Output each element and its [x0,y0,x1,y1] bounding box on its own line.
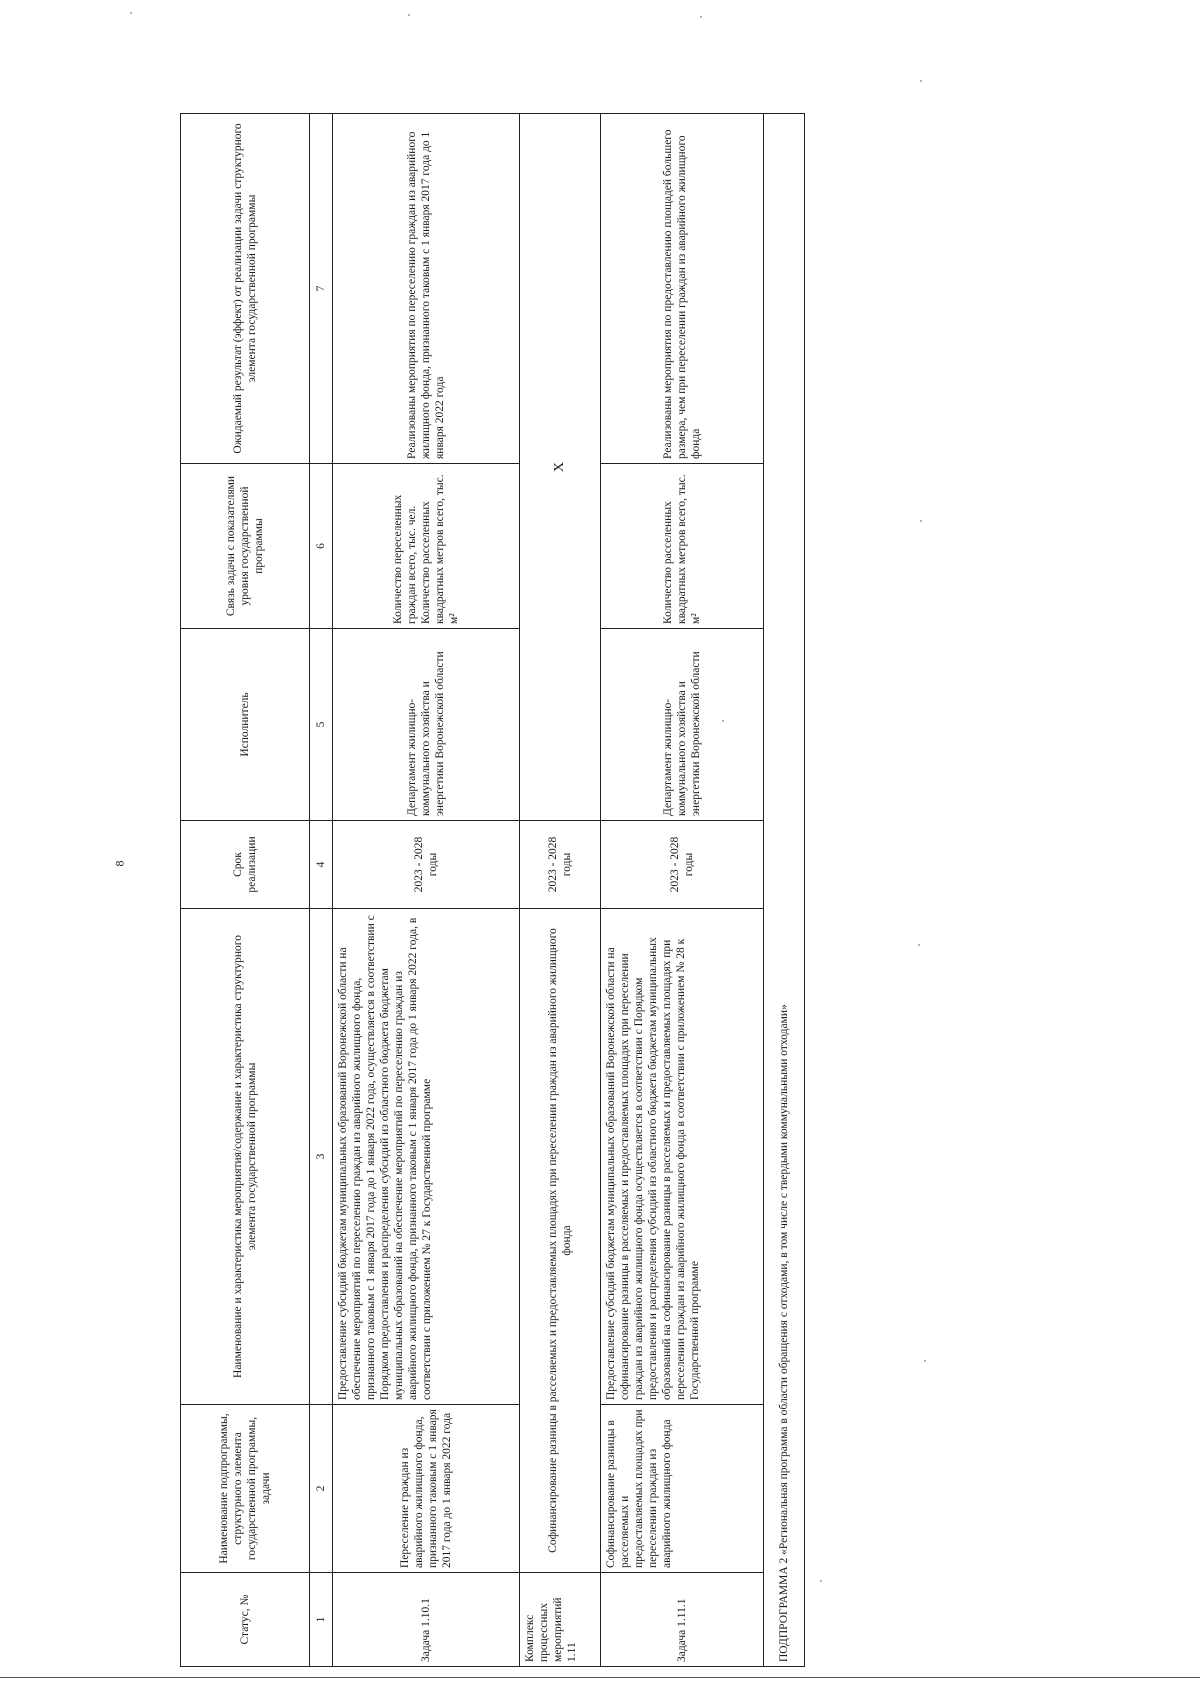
table-row [601,114,764,1667]
column-number-row [310,114,333,1667]
description-cell: Предоставление субсидий бюджетам муниципальных образований Воронежской области на софинансирование разницы в расселяемых и предоставляемых площадях при переселении граждан из аварийного жилищного фонда осуществляется в соответствии с Порядком предоставления и распределения субсидий из областного бюджета бюджетам муниципальных образований на софинансирование разницы в расселяемых и предоставляемых площадях при переселении граждан из аварийного жилищного фонда в соответствии с приложением № 28 к Государственной программе [601,909,764,1405]
header-row [181,114,310,1667]
header-cell: Статус, № [181,1573,310,1667]
column-number: 1 [310,1573,333,1667]
executor-cell: Департамент жилищно-коммунального хозяйства и энергетики Воронежской области [333,629,520,821]
status-cell: Комплекс процессных мероприятий 1.11 [520,1573,601,1667]
executor-cell: Департамент жилищно-коммунального хозяйства и энергетики Воронежской области [601,629,764,821]
name-cell: Софинансирование разницы в расселяемых и предоставляемых площадях при переселении граждан из аварийного жилищного фонда [520,909,601,1573]
page-number: 8 [112,860,127,867]
column-number: 6 [310,464,333,629]
status-cell: Задача 1.11.1 [601,1573,764,1667]
column-number: 3 [310,909,333,1405]
period-cell: 2023 - 2028 годы [520,821,601,909]
result-cell: Реализованы мероприятия по предоставлению площадей большего размера, чем при переселении граждан из аварийного жилищного фонда [601,114,764,464]
indicator-link-cell: Х [520,114,601,821]
column-number: 4 [310,821,333,909]
indicator-link-cell: Количество расселенных квадратных метров всего, тыс. м² [601,464,764,629]
indicator-link-cell: Количество переселенных граждан всего, тыс. чел. Количество расселенных квадратных метров всего, тыс. м² [333,464,520,629]
result-cell: Реализованы мероприятия по переселению граждан из аварийного жилищного фонда, признанного таковым с 1 января 2017 года до 1 января 2022 года [333,114,520,464]
period-cell: 2023 - 2028 годы [601,821,764,909]
period-cell: 2023 - 2028 годы [333,821,520,909]
column-number: 2 [310,1405,333,1573]
subprogram-title: ПОДПРОГРАММА 2 «Региональная программа в области обращения с отходами, в том числе с твердыми коммунальными отходами» [764,114,805,1667]
header-cell: Связь задачи с показателями уровня государственной программы [181,464,310,629]
scan-edge-line [0,1677,1200,1678]
table-row [520,114,601,1667]
program-table [180,113,805,1667]
header-cell: Ожидаемый результат (эффект) от реализации задачи структурного элемента государственной программы [181,114,310,464]
name-cell: Переселение граждан из аварийного жилищного фонда, признанного таковым с 1 января 2017 года до 1 января 2022 года [333,1405,520,1573]
column-number: 7 [310,114,333,464]
status-cell: Задача 1.10.1 [333,1573,520,1667]
header-cell: Наименование и характеристика мероприятия/содержание и характеристика структурного элемента государственной программы [181,909,310,1405]
header-cell: Исполнитель [181,629,310,821]
header-cell: Наименование подпрограммы, структурного элемента государственной программы, задачи [181,1405,310,1573]
column-number: 5 [310,629,333,821]
description-cell: Предоставление субсидий бюджетам муниципальных образований Воронежской области на обеспечение мероприятий по переселению граждан из аварийного жилищного фонда, признанного таковым с 1 января 2017 года до 1 января 2022 года, осуществляется в соответствии с Порядком предоставления и распределения субсидий из областного бюджета бюджетам муниципальных образований на обеспечение мероприятий по переселению граждан из аварийного жилищного фонда, признанного таковым с 1 января 2017 года до 1 января 2022 года, в соответствии с приложением № 27 к Государственной программе [333,909,520,1405]
subprogram-row [764,114,805,1667]
rotated-table-container [180,114,790,1667]
name-cell: Софинансирование разницы в расселяемых и предоставляемых площадях при переселении граждан из аварийного жилищного фонда [601,1405,764,1573]
table-row [333,114,520,1667]
header-cell: Срок реализации [181,821,310,909]
